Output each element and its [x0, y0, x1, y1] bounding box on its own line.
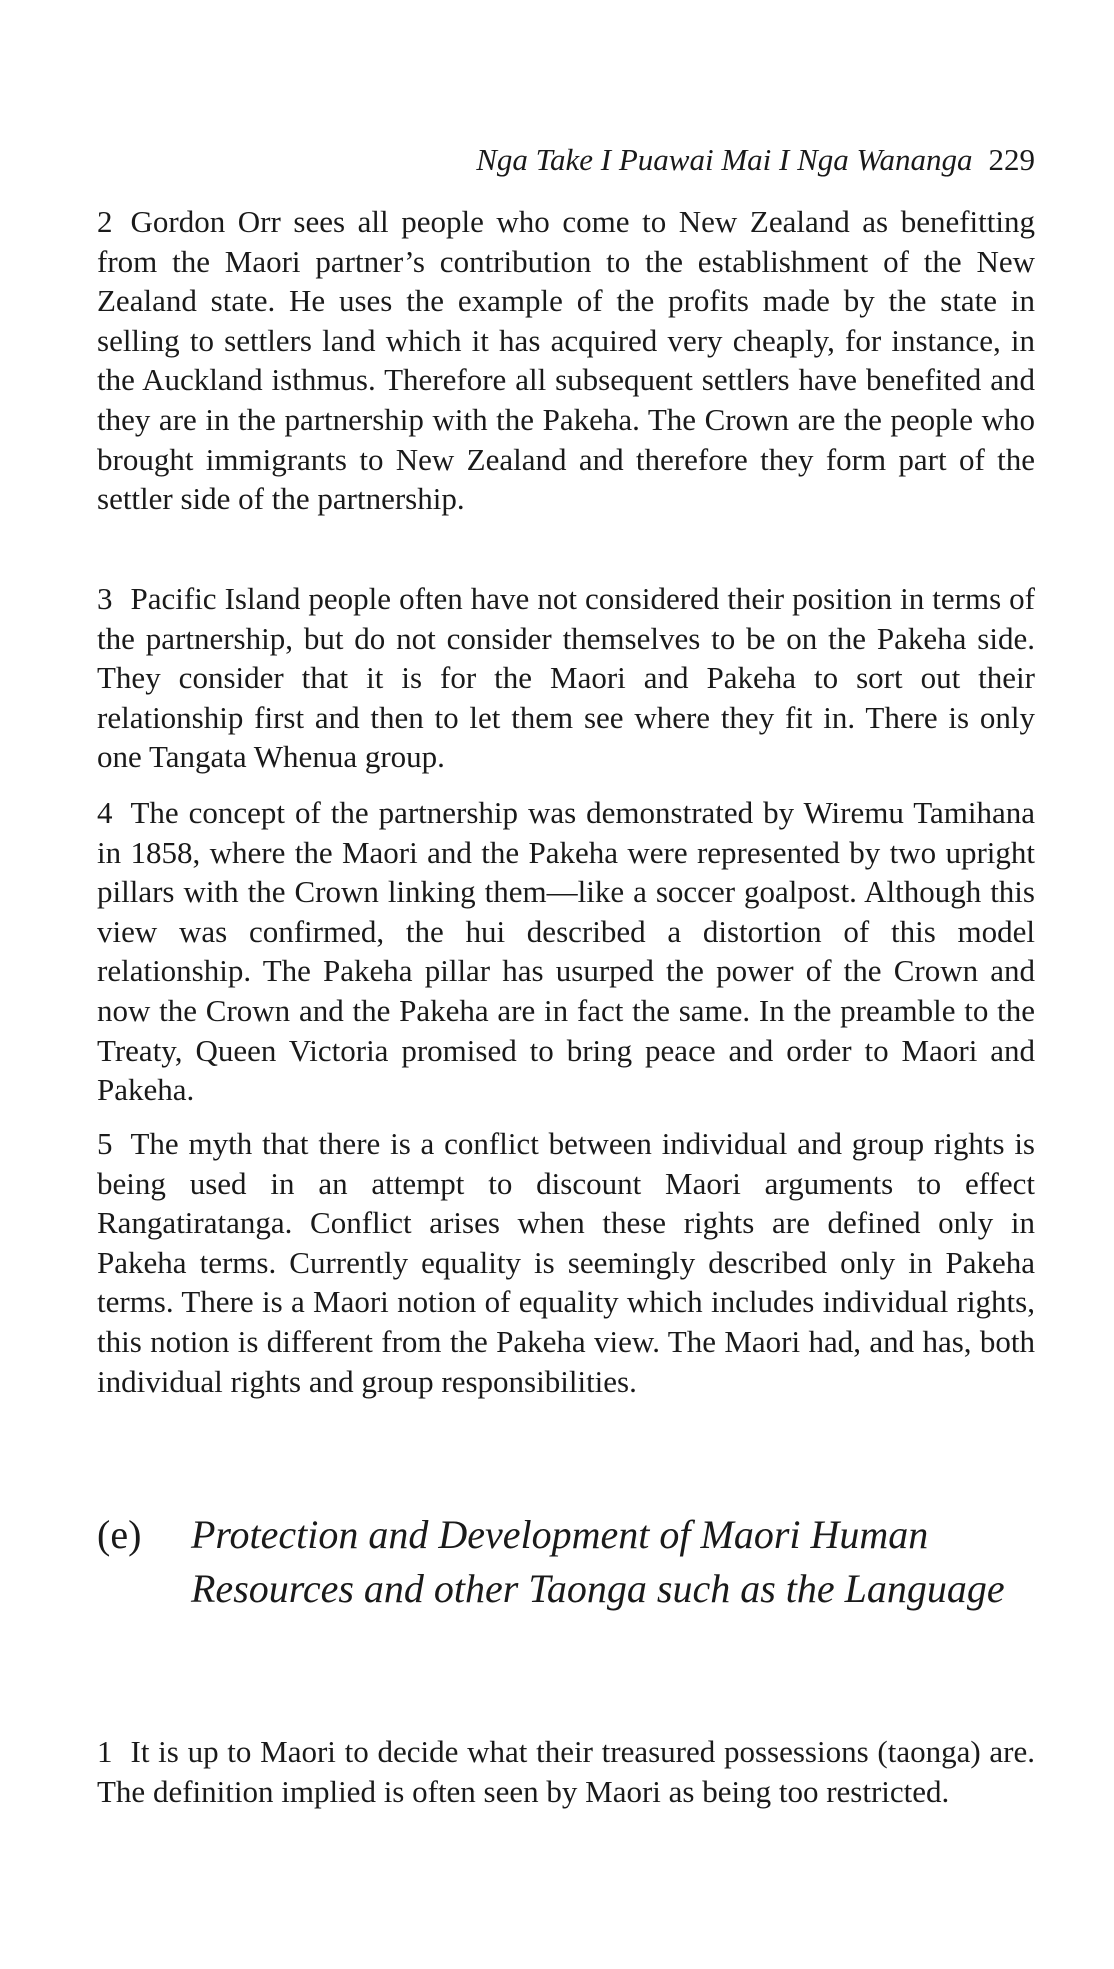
running-head-title: Nga Take I Puawai Mai I Nga Wananga — [476, 142, 973, 177]
running-head — [476, 140, 1035, 180]
section-label: (e) — [97, 1512, 142, 1557]
paragraph-number: 3 — [97, 581, 113, 616]
paragraph-text: The myth that there is a conflict between individual and group rights is being used in an attempt to discount Maori arguments to effect Rangatiratanga. Conflict arises when these rights are defined only in Pakeha terms. Currently equality is seemingly described only in Pakeha terms. There is a Maori notion of equality which includes individual rights, this notion is different from the Pakeha view. The Maori had, and has, both individual rights and group responsibilities. — [97, 1126, 1035, 1399]
section-title: Protection and Development of Maori Human Resources and other Taonga such as the Language — [191, 1512, 1005, 1611]
paragraph-text: The concept of the partnership was demonstrated by Wiremu Tamihana in 1858, where the Maori and the Pakeha were represented by two upright pillars with the Crown linking them—like a soccer goalpost. Although this view was confirmed, the hui described a distortion of this model relationship. The Pakeha pillar has usurped the power of the Crown and now the Crown and the Pakeha are in fact the same. In the preamble to the Treaty, Queen Victoria promised to bring peace and order to Maori and Pakeha. — [97, 795, 1035, 1108]
section-paragraph-1 — [97, 1732, 1035, 1811]
section-heading — [97, 1508, 1035, 1616]
paragraph-text: Pacific Island people often have not considered their position in terms of the partnership, but do not consider themselves to be on the Pakeha side. They consider that it is for the Maori and Pakeha to sort out their relationship first and then to let them see where they fit in. There is only one Tangata Whenua group. — [97, 581, 1035, 775]
paragraph-text: It is up to Maori to decide what their treasured possessions (taonga) are. The definition implied is often seen by Maori as being too restricted. — [97, 1734, 1035, 1809]
paragraph-3 — [97, 579, 1035, 777]
paragraph-5 — [97, 1124, 1035, 1401]
paragraph-number: 2 — [97, 204, 113, 239]
page-number: 229 — [988, 142, 1035, 177]
paragraph-number: 5 — [97, 1126, 113, 1161]
paragraph-text: Gordon Orr sees all people who come to New Zealand as benefitting from the Maori partner’s contribution to the establishment of the New Zealand state. He uses the example of the profits made by the state in selling to settlers land which it has acquired very cheaply, for instance, in the Auckland isthmus. Therefore all subsequent settlers have benefited and they are in the partnership with the Pakeha. The Crown are the people who brought immigrants to New Zealand and therefore they form part of the settler side of the partnership. — [97, 204, 1035, 517]
paragraph-number: 4 — [97, 795, 113, 830]
paragraph-2 — [97, 202, 1035, 519]
paragraph-number: 1 — [97, 1734, 113, 1769]
paragraph-4 — [97, 793, 1035, 1110]
